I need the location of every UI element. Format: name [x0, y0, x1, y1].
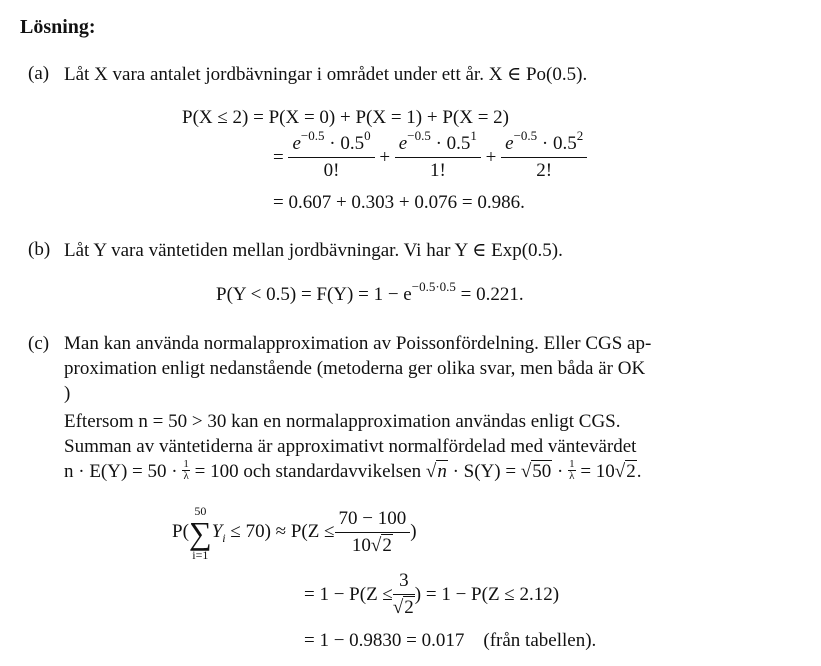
fraction-term-1-numerator: $e^{-0.5} \cdot 0.5^1$ [395, 131, 481, 158]
sum-line-2 [304, 571, 559, 624]
inverse-lambda-denominator: λ [183, 470, 189, 483]
three-over-sqrt2 [393, 568, 415, 621]
sum-line-2-post: ) = 1 − P(Z ≤ 2.12) [414, 583, 560, 605]
part-c-line-3: ) [64, 383, 71, 404]
sqrt-50-radicand: 50 [532, 461, 552, 482]
part-c-label: (c) [28, 333, 50, 354]
sum-upper-limit: 50 [194, 504, 207, 518]
sigma-glyph: ∑ [188, 515, 212, 551]
part-c-line-6-c: · S(Y) = [447, 461, 521, 482]
part-b-formula-right: = 0.221. [455, 284, 524, 305]
fraction-term-1 [395, 128, 481, 184]
solution-heading: Lösning: [20, 16, 96, 38]
sum-line [172, 506, 417, 564]
inverse-lambda-fraction [182, 459, 190, 482]
fraction-term-0-denominator: 0! [323, 160, 340, 181]
part-b-formula-left: P(Y < 0.5) = F(Y) = 1 − e [216, 284, 412, 305]
fraction-term-2 [501, 128, 587, 184]
part-c-line-6: n · E(Y) = 50 · $\frac{1}{\lambda}$ = 100 och standardavvikelsen √n · S(Y) = √50 · $\frac{1}{\lambda}$ = 10√2. [64, 458, 642, 483]
three-over-sqrt2-denominator [393, 595, 415, 621]
three-over-sqrt2-numerator: 3 [393, 568, 415, 595]
z-score-denominator-coef: 10 [351, 534, 371, 556]
part-c-line-6-b: = 100 och standardavvikelsen [189, 461, 426, 482]
sum-line-pre: P( [172, 521, 189, 542]
three-over-sqrt2-sqrt: √2 [392, 597, 414, 618]
part-a-intro: Låt X vara antalet jordbävningar i området under ett år. X ∈ Po(0.5). [64, 64, 588, 85]
sum-line-post: ≤ 70) ≈ P(Z ≤ [225, 521, 335, 542]
sum-line-mid [212, 521, 335, 543]
z-score-numerator: 70 − 100 [335, 506, 411, 533]
part-b-formula [216, 279, 524, 306]
sqrt-n-radicand: n [437, 461, 447, 482]
sum-line-3: = 1 − 0.9830 = 0.017 (från tabellen). [304, 630, 597, 651]
part-a-line-1 [182, 107, 509, 129]
inverse-lambda-numerator: 1 [183, 458, 189, 471]
inverse-lambda-numerator-2: 1 [569, 458, 575, 471]
part-c-line-6-d: · [552, 461, 569, 482]
part-b-label: (b) [28, 239, 51, 260]
z-score-denominator-sqrt: √2 [370, 534, 392, 556]
part-a-line-3: = 0.607 + 0.303 + 0.076 = 0.986. [273, 192, 525, 213]
part-a-label: (a) [28, 63, 50, 84]
part-a-line-1-lhs: P(X ≤ 2) = [182, 107, 269, 128]
sum-line-close: ) [410, 521, 417, 542]
part-a-line-1-rhs: P(X = 0) + P(X = 1) + P(X = 2) [268, 107, 509, 128]
plus-sign: + [379, 146, 391, 168]
z-score-denominator [335, 533, 411, 559]
sum-lower-limit: i=1 [192, 548, 209, 562]
fraction-term-2-numerator: $e^{-0.5} \cdot 0.5^2$ [501, 131, 587, 158]
summation-symbol [189, 504, 212, 562]
fraction-term-0-numerator: $e^{-0.5} \cdot 0.5^0$ [288, 131, 374, 158]
part-c-line-5: Summan av väntetiderna är approximativt normalfördelad med väntevärdet [64, 436, 637, 457]
fraction-term-0 [288, 128, 374, 184]
part-c-line-6-e: = 10 [575, 461, 615, 482]
fraction-term-1-denominator: 1! [429, 160, 446, 181]
part-c-line-1: Man kan använda normalapproximation av Poissonfördelning. Eller CGS ap- [64, 333, 652, 354]
part-b-intro: Låt Y vara väntetiden mellan jordbävningar. Vi har Y ∈ Exp(0.5). [64, 240, 563, 261]
sqrt-n: √n [425, 461, 447, 482]
fraction-term-2-denominator: 2! [536, 160, 553, 181]
inverse-lambda-denominator-2: λ [569, 470, 575, 483]
sum-variable: Y [211, 521, 223, 542]
z-score-denominator-radicand: 2 [382, 534, 392, 556]
sum-line-2-pre: = 1 − P(Z ≤ [304, 583, 393, 605]
part-c-line-2: proximation enligt nedanstående (metoderna ger olika svar, men båda är OK [64, 358, 646, 379]
z-score-fraction [335, 506, 411, 559]
sqrt-2: √2 [614, 461, 636, 482]
sqrt-50: √50 [520, 461, 552, 482]
sum-variable-index: i [222, 531, 226, 545]
part-c-line-6-a: n · E(Y) = 50 · [64, 461, 183, 482]
equals-sign: = [273, 146, 284, 168]
part-b-formula-exponent: −0.5·0.5 [411, 279, 456, 294]
sqrt-2-radicand: 2 [626, 461, 636, 482]
part-a-line-2 [273, 128, 587, 187]
three-over-sqrt2-radicand: 2 [404, 597, 414, 618]
part-c-line-4: Eftersom n = 50 > 30 kan en normalapproximation användas enligt CGS. [64, 411, 621, 432]
inverse-lambda-fraction-2 [568, 459, 576, 482]
plus-sign: + [485, 146, 497, 168]
